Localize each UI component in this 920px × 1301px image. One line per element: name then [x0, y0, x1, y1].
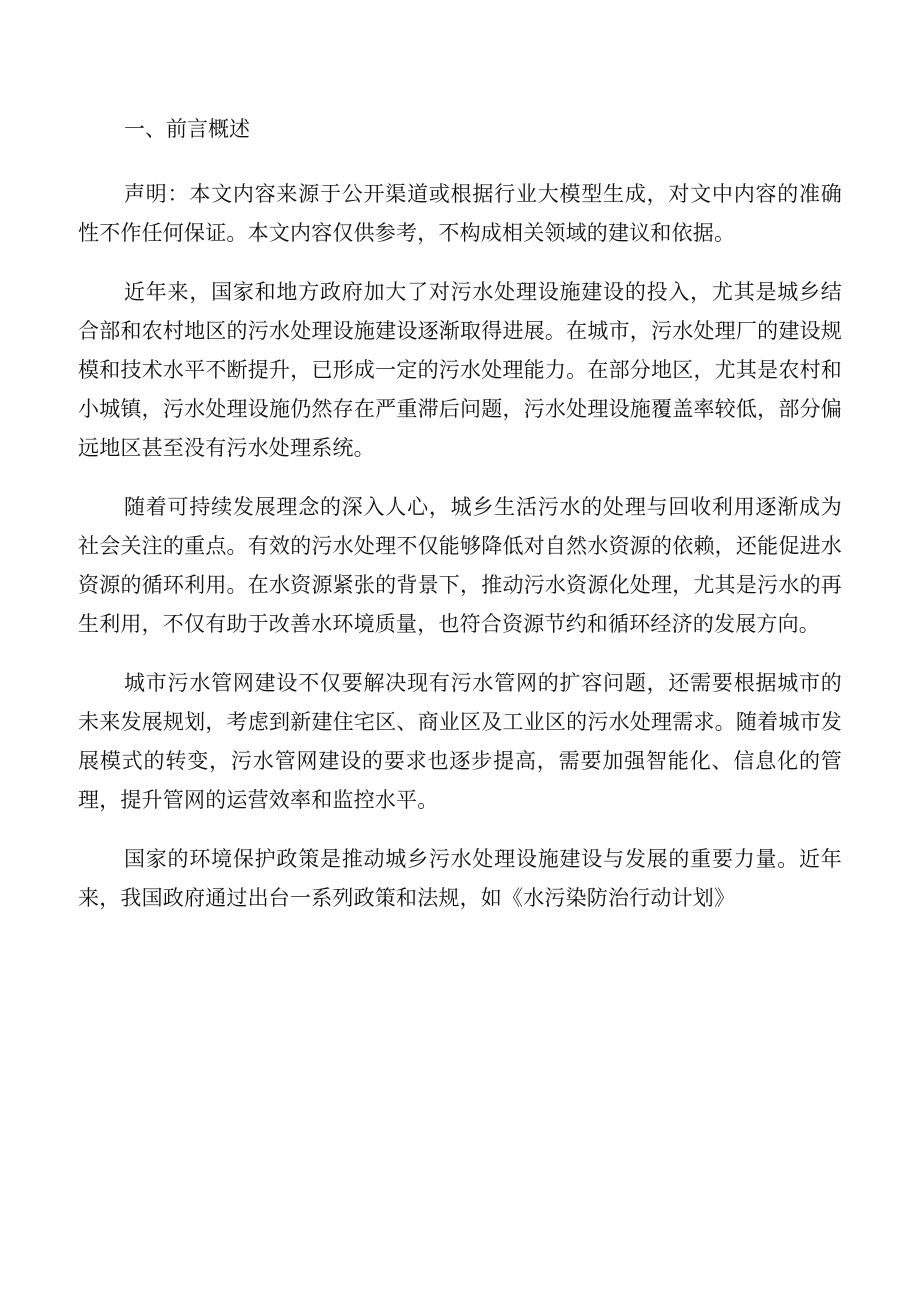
disclaimer-paragraph: 声明：本文内容来源于公开渠道或根据行业大模型生成，对文中内容的准确性不作任何保证。本文内容仅供参考，不构成相关领域的建议和依据。 [78, 182, 842, 245]
body-paragraph: 国家的环境保护政策是推动城乡污水处理设施建设与发展的重要力量。近年来，我国政府通过出台一系列政策和法规，如《水污染防治行动计划》 [78, 847, 842, 910]
body-paragraph: 城市污水管网建设不仅要解决现有污水管网的扩容问题，还需要根据城市的未来发展规划，考虑到新建住宅区、商业区及工业区的污水处理需求。随着城市发展模式的转变，污水管网建设的要求也逐步提高，需要加强智能化、信息化的管理，提升管网的运营效率和监控水平。 [78, 671, 842, 812]
section-heading: 一、前言概述 [124, 117, 250, 141]
body-paragraph: 近年来，国家和地方政府加大了对污水处理设施建设的投入，尤其是城乡结合部和农村地区的污水处理设施建设逐渐取得进展。在城市，污水处理厂的建设规模和技术水平不断提升，已形成一定的污水处理能力。在部分地区，尤其是农村和小城镇，污水处理设施仍然存在严重滞后问题，污水处理设施覆盖率较低，部分偏远地区甚至没有污水处理系统。 [78, 280, 842, 460]
body-paragraph: 随着可持续发展理念的深入人心，城乡生活污水的处理与回收利用逐渐成为社会关注的重点。有效的污水处理不仅能够降低对自然水资源的依赖，还能促进水资源的循环利用。在水资源紧张的背景下，推动污水资源化处理，尤其是污水的再生利用，不仅有助于改善水环境质量，也符合资源节约和循环经济的发展方向。 [78, 495, 842, 636]
